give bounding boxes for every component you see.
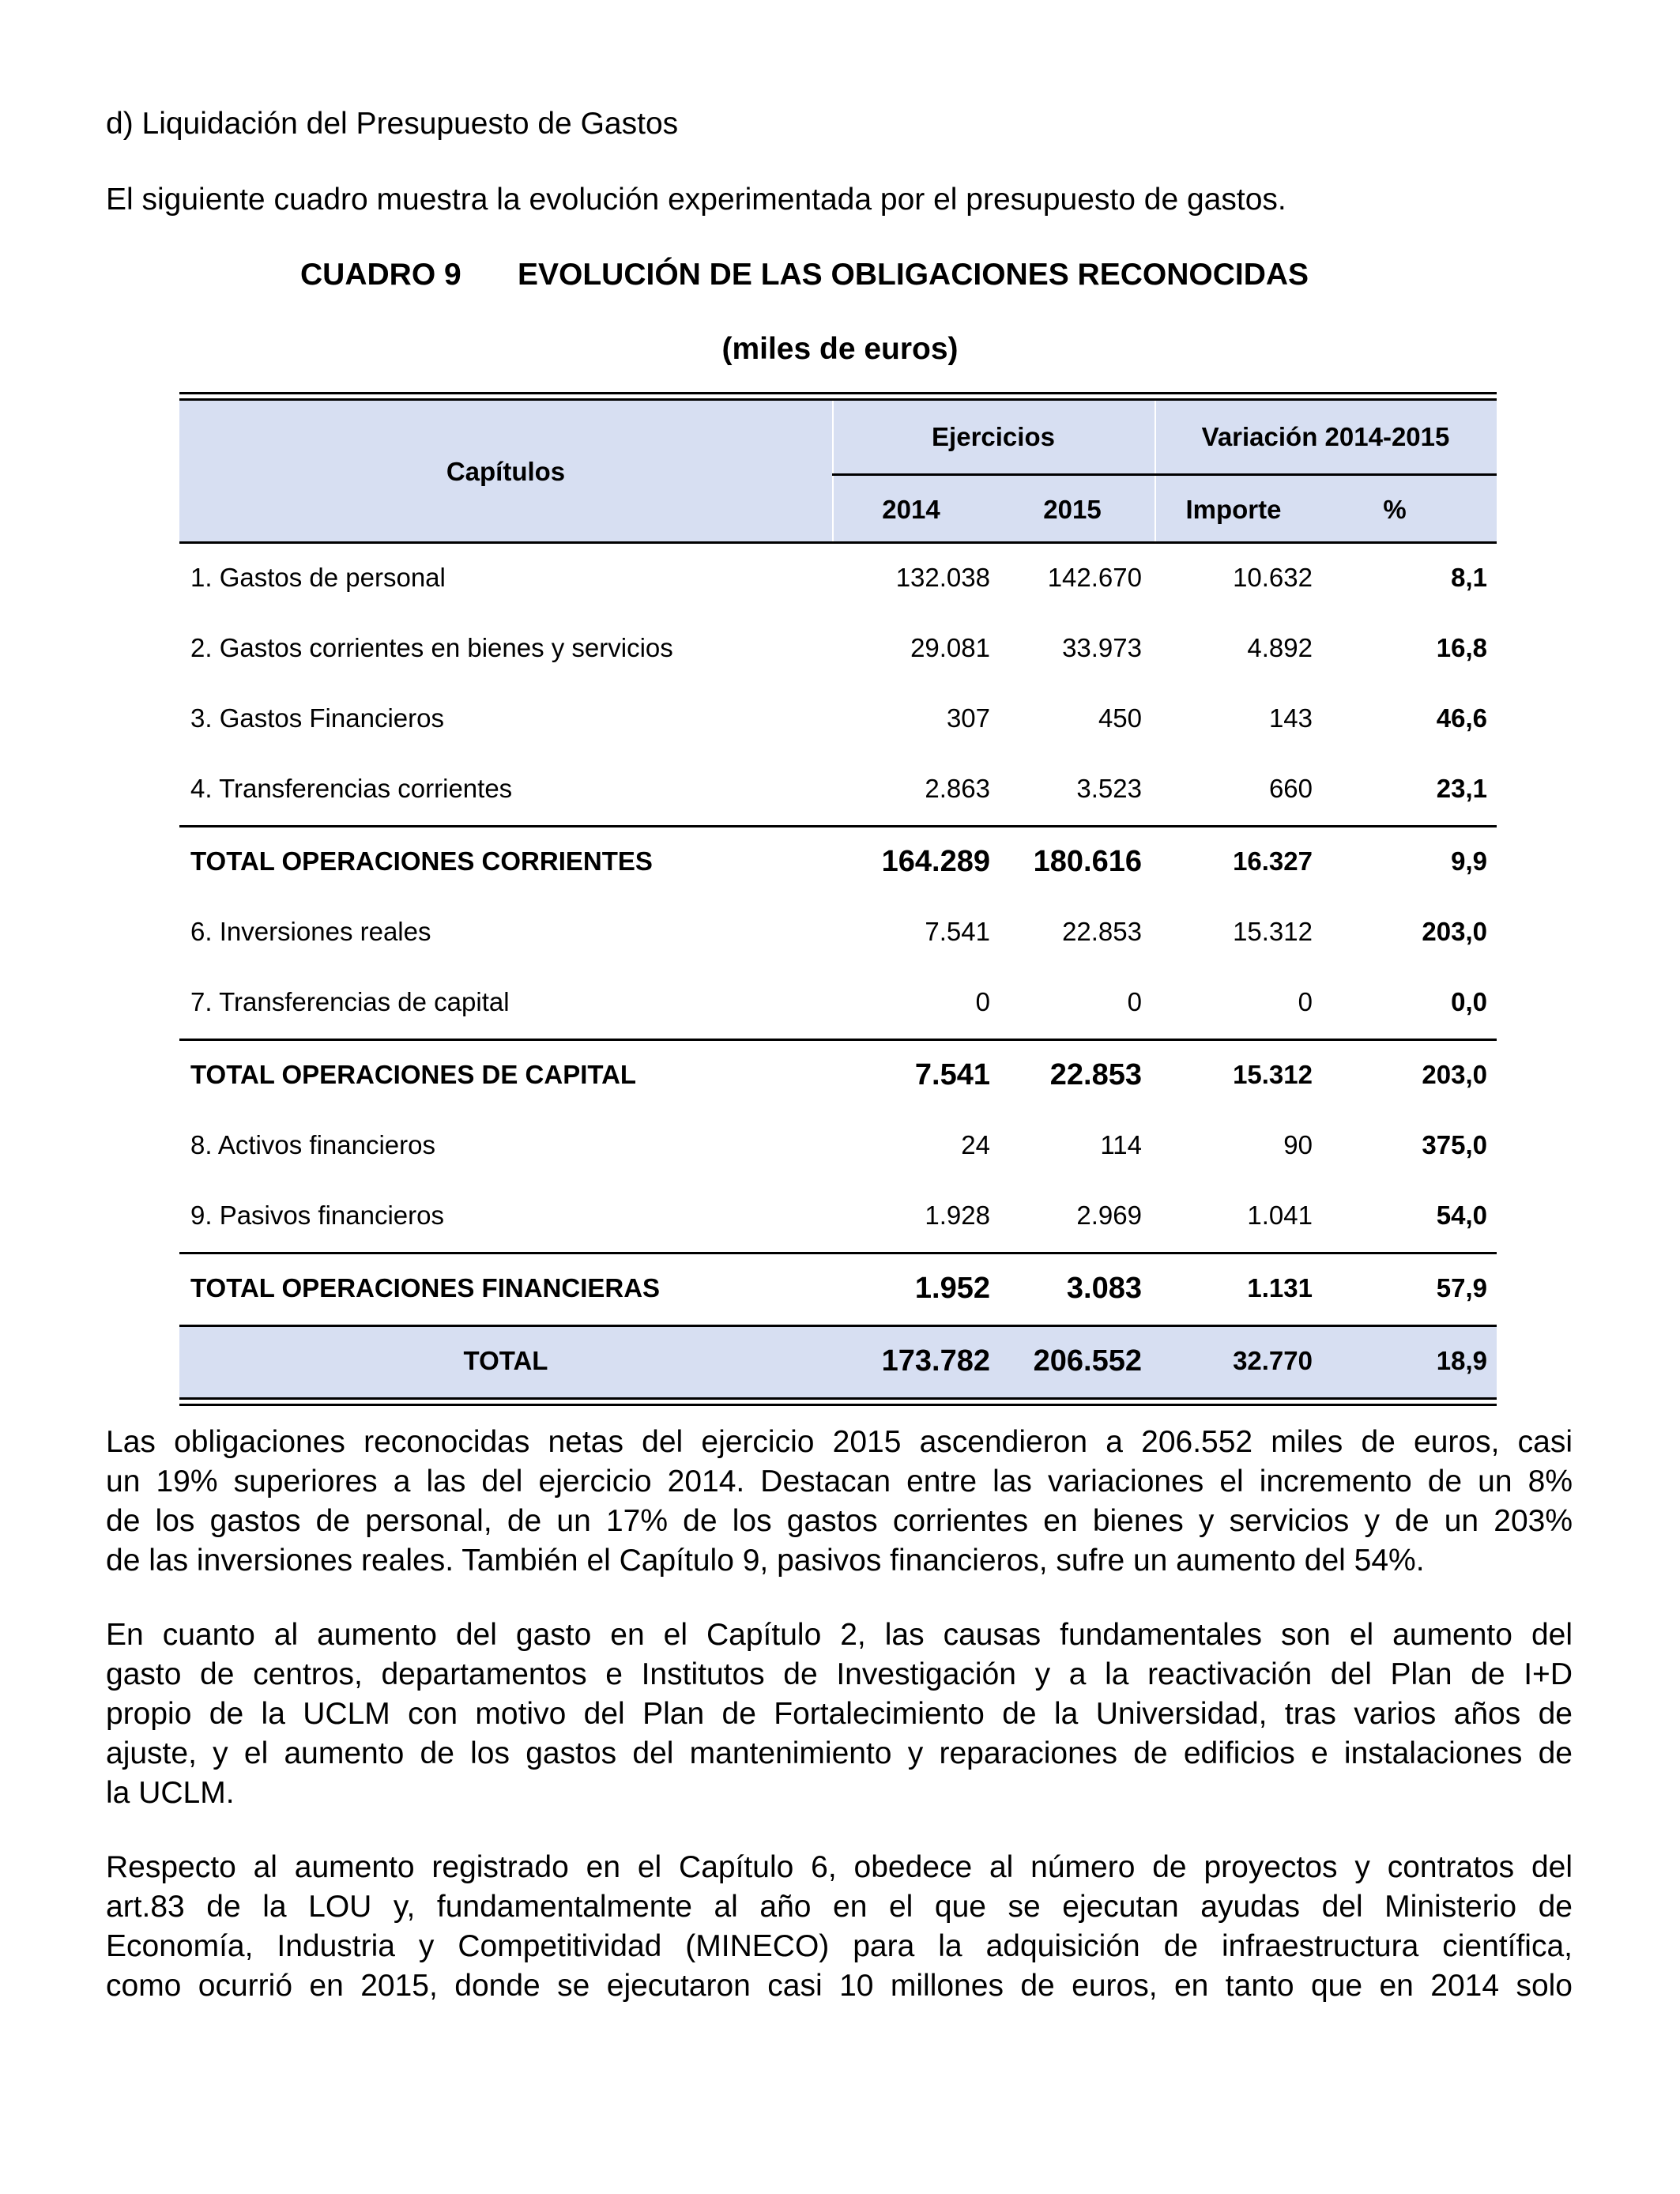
header-years: Ejercicios <box>932 422 1055 451</box>
cell-amount: 15.312 <box>1233 917 1313 946</box>
header-chapters: Capítulos <box>446 457 566 486</box>
row-label: 3. Gastos Financieros <box>190 703 444 733</box>
cell-amount: 16.327 <box>1233 846 1313 876</box>
table-header <box>179 401 1497 541</box>
cell-2015: 33.973 <box>1062 633 1142 662</box>
cell-amount: 660 <box>1268 774 1313 803</box>
cell-percent: 18,9 <box>1436 1346 1487 1375</box>
cell-percent: 203,0 <box>1422 1060 1487 1089</box>
cell-percent: 16,8 <box>1436 633 1487 662</box>
header-variation: Variación 2014-2015 <box>1201 422 1450 451</box>
cell-2014: 1.928 <box>925 1201 990 1230</box>
section-heading: d) Liquidación del Presupuesto de Gastos <box>106 107 679 141</box>
header-rule <box>832 473 1497 476</box>
paragraph-1 <box>106 1423 1573 1581</box>
cell-percent: 54,0 <box>1436 1201 1487 1230</box>
cell-2015: 3.083 <box>1066 1272 1142 1305</box>
cell-amount: 32.770 <box>1233 1346 1313 1375</box>
cell-percent: 9,9 <box>1451 846 1487 876</box>
row-label: 1. Gastos de personal <box>190 563 446 592</box>
cell-2015: 206.552 <box>1033 1344 1142 1378</box>
cell-2015: 3.523 <box>1076 774 1142 803</box>
paragraph-line: ajuste, y el aumento de los gastos del mantenimiento y reparaciones de edificios e instalaciones de <box>106 1736 1573 1770</box>
table-row <box>179 684 1497 755</box>
paragraph-line: como ocurrió en 2015, donde se ejecutaron casi 10 millones de euros, en tanto que en 2014 solo <box>106 1969 1573 2003</box>
table-row <box>179 898 1497 968</box>
cell-2014: 132.038 <box>895 563 990 592</box>
table-row <box>179 1111 1497 1182</box>
paragraph-line: art.83 de la LOU y, fundamentalmente al año en el que se ejecutan ayudas del Ministerio de <box>106 1890 1573 1924</box>
cell-2015: 22.853 <box>1049 1058 1142 1091</box>
cell-percent: 375,0 <box>1422 1130 1487 1159</box>
header-amount: Importe <box>1185 495 1282 524</box>
paragraph-3 <box>106 1848 1573 2006</box>
table-subtotal-row <box>179 825 1497 898</box>
paragraph-line: un 19% superiores a las del ejercicio 2014. Destacan entre las variaciones el incremento de un 8% <box>106 1465 1573 1498</box>
table-bottom-border <box>179 1397 1497 1406</box>
paragraph-2 <box>106 1615 1573 1813</box>
cell-percent: 46,6 <box>1436 703 1487 733</box>
row-label: TOTAL OPERACIONES CORRIENTES <box>190 846 653 876</box>
cell-2015: 180.616 <box>1033 845 1142 878</box>
cell-2014: 2.863 <box>925 774 990 803</box>
cell-percent: 0,0 <box>1451 987 1487 1016</box>
header-percent: % <box>1383 495 1407 524</box>
table-title <box>0 253 1680 297</box>
paragraph-line: la UCLM. <box>106 1776 235 1810</box>
table-title-text: EVOLUCIÓN DE LAS OBLIGACIONES RECONOCIDAS <box>518 258 1309 292</box>
paragraph-line: de los gastos de personal, de un 17% de los gastos corrientes en bienes y servicios y de un 203% <box>106 1504 1573 1538</box>
cell-2015: 142.670 <box>1047 563 1142 592</box>
cell-amount: 4.892 <box>1247 633 1313 662</box>
row-label: TOTAL OPERACIONES FINANCIERAS <box>190 1273 661 1302</box>
paragraph-line: Las obligaciones reconocidas netas del ejercicio 2015 ascendieron a 206.552 miles de euros, casi <box>106 1425 1573 1459</box>
cell-2015: 22.853 <box>1062 917 1142 946</box>
table-row <box>179 968 1497 1039</box>
row-label: TOTAL OPERACIONES DE CAPITAL <box>190 1060 637 1089</box>
cell-2014: 0 <box>975 987 990 1016</box>
table-row <box>179 755 1497 825</box>
cell-2015: 2.969 <box>1076 1201 1142 1230</box>
table-body <box>179 544 1497 1397</box>
header-2014: 2014 <box>882 495 940 524</box>
paragraph-line: de las inversiones reales. También el Capítulo 9, pasivos financieros, sufre un aumento del 54%. <box>106 1544 1425 1578</box>
row-label: TOTAL <box>463 1346 548 1375</box>
cell-2014: 307 <box>946 703 990 733</box>
table-subtotal-row <box>179 1039 1497 1111</box>
table-row <box>179 544 1497 614</box>
obligations-table <box>179 392 1497 1406</box>
cell-amount: 90 <box>1283 1130 1313 1159</box>
cell-2014: 1.952 <box>914 1272 990 1305</box>
row-label: 4. Transferencias corrientes <box>190 774 513 803</box>
row-label: 7. Transferencias de capital <box>190 987 510 1016</box>
cell-2014: 164.289 <box>881 845 990 878</box>
cell-2014: 7.541 <box>925 917 990 946</box>
table-number: CUADRO 9 <box>300 258 461 292</box>
cell-2015: 114 <box>1100 1130 1142 1159</box>
cell-amount: 0 <box>1298 987 1313 1016</box>
table-units: (miles de euros) <box>721 332 959 366</box>
table-total-row <box>179 1325 1497 1397</box>
cell-amount: 143 <box>1268 703 1313 733</box>
cell-amount: 1.041 <box>1247 1201 1313 1230</box>
paragraph-line: Economía, Industria y Competitividad (MINECO) para la adquisición de infraestructura científica, <box>106 1929 1573 1963</box>
row-label: 2. Gastos corrientes en bienes y servicios <box>190 633 673 662</box>
cell-amount: 1.131 <box>1247 1273 1313 1302</box>
paragraph-line: gasto de centros, departamentos e Institutos de Investigación y a la reactivación del Plan de I+D <box>106 1657 1573 1691</box>
cell-percent: 57,9 <box>1436 1273 1487 1302</box>
cell-2014: 7.541 <box>914 1058 990 1091</box>
cell-2014: 29.081 <box>910 633 990 662</box>
intro-sentence: El siguiente cuadro muestra la evolución experimentada por el presupuesto de gastos. <box>106 183 1286 217</box>
cell-percent: 203,0 <box>1422 917 1487 946</box>
row-label: 9. Pasivos financieros <box>190 1201 444 1230</box>
cell-2014: 24 <box>961 1130 990 1159</box>
table-top-border <box>179 392 1497 401</box>
cell-2015: 0 <box>1127 987 1142 1016</box>
table-row <box>179 614 1497 684</box>
cell-2014: 173.782 <box>881 1344 990 1378</box>
cell-amount: 10.632 <box>1233 563 1313 592</box>
row-label: 8. Activos financieros <box>190 1130 435 1159</box>
paragraph-line: En cuanto al aumento del gasto en el Capítulo 2, las causas fundamentales son el aumento del <box>106 1618 1573 1652</box>
header-2015: 2015 <box>1043 495 1102 524</box>
paragraph-line: Respecto al aumento registrado en el Capítulo 6, obedece al número de proyectos y contratos del <box>106 1850 1573 1884</box>
cell-2015: 450 <box>1098 703 1142 733</box>
cell-percent: 8,1 <box>1451 563 1487 592</box>
table-subtotal-row <box>179 1252 1497 1325</box>
cell-amount: 15.312 <box>1233 1060 1313 1089</box>
table-row <box>179 1182 1497 1252</box>
paragraph-line: propio de la UCLM con motivo del Plan de Fortalecimiento de la Universidad, tras varios años de <box>106 1697 1573 1731</box>
row-label: 6. Inversiones reales <box>190 917 431 946</box>
cell-percent: 23,1 <box>1436 774 1487 803</box>
